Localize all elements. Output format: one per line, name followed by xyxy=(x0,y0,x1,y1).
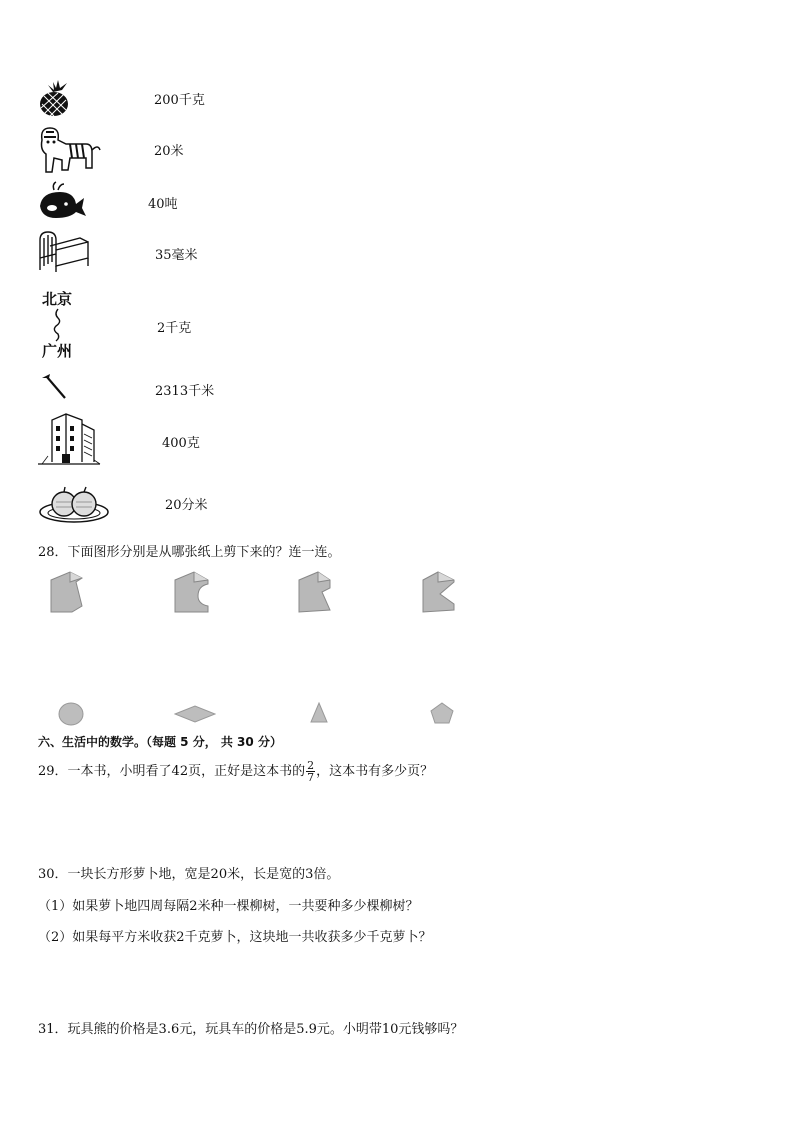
section-6-title: 六、生活中的数学。（每题 5 分， 共 30 分） xyxy=(38,735,282,749)
folded-paper-1 xyxy=(50,570,84,614)
rhombus-shape xyxy=(174,704,216,724)
apples-plate-icon xyxy=(38,482,110,524)
fraction-denominator: 7 xyxy=(307,771,315,784)
question-30-part-1: （1）如果萝卜地四周每隔2米种一棵柳树，一共要种多少棵柳树？ xyxy=(38,899,419,914)
folded-paper-3 xyxy=(298,570,334,614)
unit-label-1: 200千克 xyxy=(154,93,205,108)
question-31: 31．玩具熊的价格是3.6元，玩具车的价格是5.9元。小明带10元钱够吗？ xyxy=(38,1022,464,1037)
unit-label-3: 40吨 xyxy=(148,197,178,212)
fraction xyxy=(306,760,315,783)
whale-icon xyxy=(36,180,88,222)
unit-label-5: 2千克 xyxy=(157,321,192,336)
tiger-icon xyxy=(36,124,102,176)
route-from-label: 北京 xyxy=(42,290,73,308)
unit-label-6: 2313千米 xyxy=(155,384,215,399)
folded-paper-4 xyxy=(422,570,458,614)
question-30-part-2: （2）如果每平方米收获2千克萝卜，这块地一共收获多少千克萝卜？ xyxy=(38,930,432,945)
question-29 xyxy=(38,759,433,785)
question-28: 28．下面图形分别是从哪张纸上剪下来的？连一连。 xyxy=(38,545,341,560)
bed-icon xyxy=(36,228,92,272)
circle-shape xyxy=(58,702,86,728)
folded-paper-2 xyxy=(174,570,212,614)
route-map-icon xyxy=(40,288,84,360)
building-icon xyxy=(38,410,102,466)
question-29-text: 29．一本书，小明看了42页，正好是这本书的 xyxy=(38,764,306,779)
unit-label-4: 35毫米 xyxy=(155,248,198,263)
unit-label-7: 400克 xyxy=(162,436,200,451)
question-29-text-end: ，这本书有多少页？ xyxy=(316,764,434,779)
question-30: 30．一块长方形萝卜地，宽是20米，长是宽的3倍。 xyxy=(38,867,340,882)
nail-icon xyxy=(40,372,68,400)
unit-label-2: 20米 xyxy=(154,144,184,159)
triangle-shape xyxy=(309,702,329,724)
fraction-numerator: 2 xyxy=(307,759,315,772)
pineapple-icon xyxy=(36,78,76,118)
unit-label-8: 20分米 xyxy=(165,498,208,513)
route-to-label: 广州 xyxy=(42,342,73,360)
pentagon-shape xyxy=(430,702,454,724)
